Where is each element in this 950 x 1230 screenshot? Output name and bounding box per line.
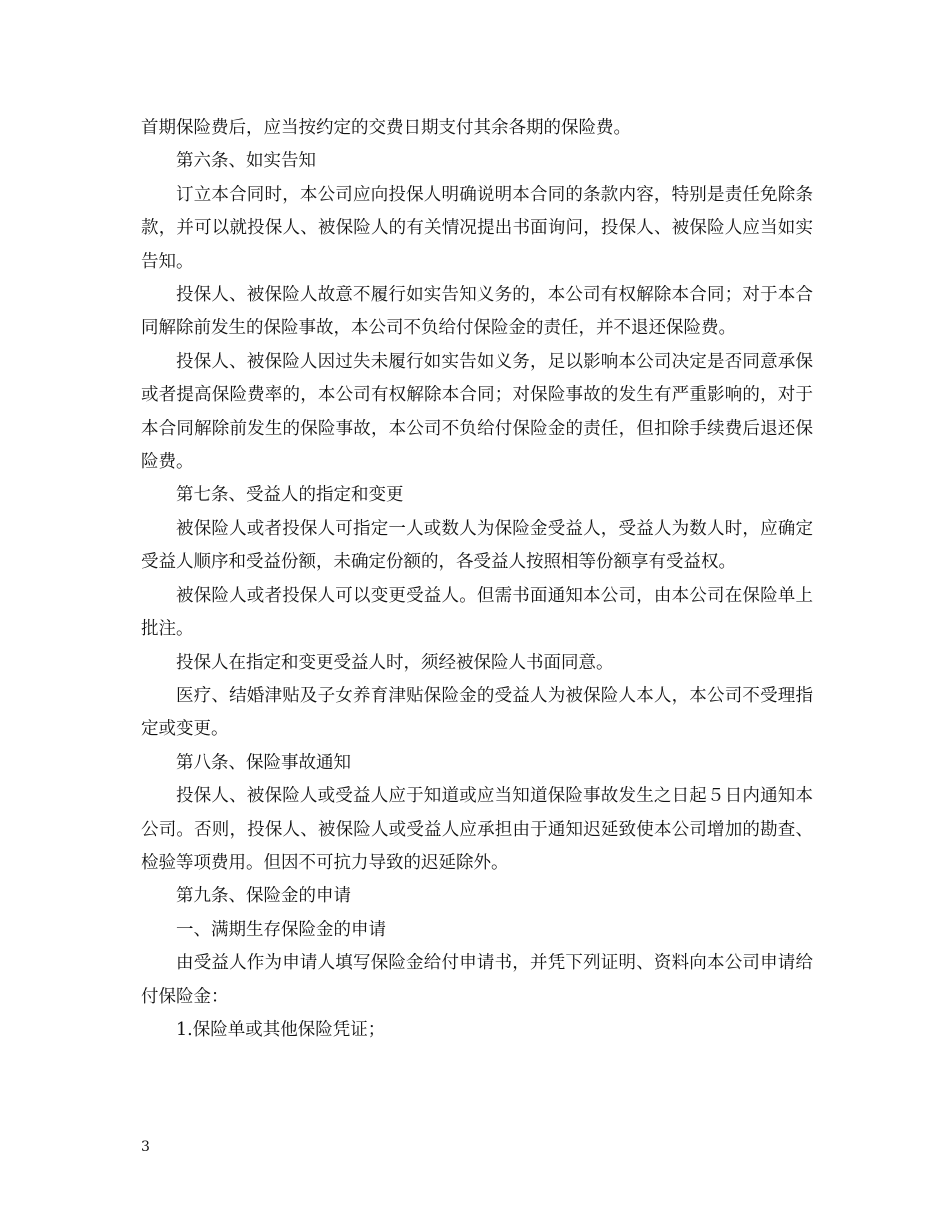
page-number: 3 (141, 1139, 150, 1155)
paragraph: 订立本合同时，本公司应向投保人明确说明本合同的条款内容，特别是责任免除条款，并可以就投保人、被保险人的有关情况提出书面询问，投保人、被保险人应当如实告知。 (141, 184, 813, 272)
section-heading: 第九条、保险金的申请 (176, 886, 351, 907)
paragraph: 投保人、被保险人或受益人应于知道或应当知道保险事故发生之日起５日内通知本公司。否则，投保人、被保险人或受益人应承担由于通知迟延致使本公司增加的勘查、检验等项费用。但因不可抗力导致的迟延除外。 (141, 786, 813, 873)
paragraph: 投保人在指定和变更受益人时，须经被保险人书面同意。 (176, 652, 614, 673)
paragraph: 投保人、被保险人因过失未履行如实告如义务，足以影响本公司决定是否同意承保或者提高保险费率的，本公司有权解除本合同；对保险事故的发生有严重影响的，对于本合同解除前发生的保险事故，本公司不负给付保险金的责任，但扣除手续费后退还保险费。 (141, 351, 813, 473)
paragraph: 投保人、被保险人故意不履行如实告知义务的，本公司有权解除本合同；对于本合同解除前发生的保险事故，本公司不负给付保险金的责任，并不退还保险费。 (141, 285, 813, 339)
paragraph: 医疗、结婚津贴及子女养育津贴保险金的受益人为被保险人本人，本公司不受理指定或变更。 (141, 685, 813, 740)
section-heading: 第七条、受益人的指定和变更 (176, 485, 404, 506)
section-heading: 第六条、如实告知 (176, 151, 316, 172)
list-item: 1.保险单或其他保险凭证； (176, 1019, 386, 1040)
body-text (141, 112, 813, 1047)
paragraph: 首期保险费后，应当按约定的交费日期支付其余各期的保险费。 (141, 118, 631, 138)
subsection-heading: 一、满期生存保险金的申请 (176, 919, 386, 940)
paragraph: 被保险人或者投保人可以变更受益人。但需书面通知本公司，由本公司在保险单上批注。 (141, 585, 813, 640)
paragraph: 被保险人或者投保人可指定一人或数人为保险金受益人，受益人为数人时，应确定受益人顺序和受益份额，未确定份额的，各受益人按照相等份额享有受益权。 (141, 518, 813, 573)
section-heading: 第八条、保险事故通知 (176, 752, 351, 773)
paragraph: 由受益人作为申请人填写保险金给付申请书，并凭下列证明、资料向本公司申请给付保险金： (141, 953, 813, 1007)
